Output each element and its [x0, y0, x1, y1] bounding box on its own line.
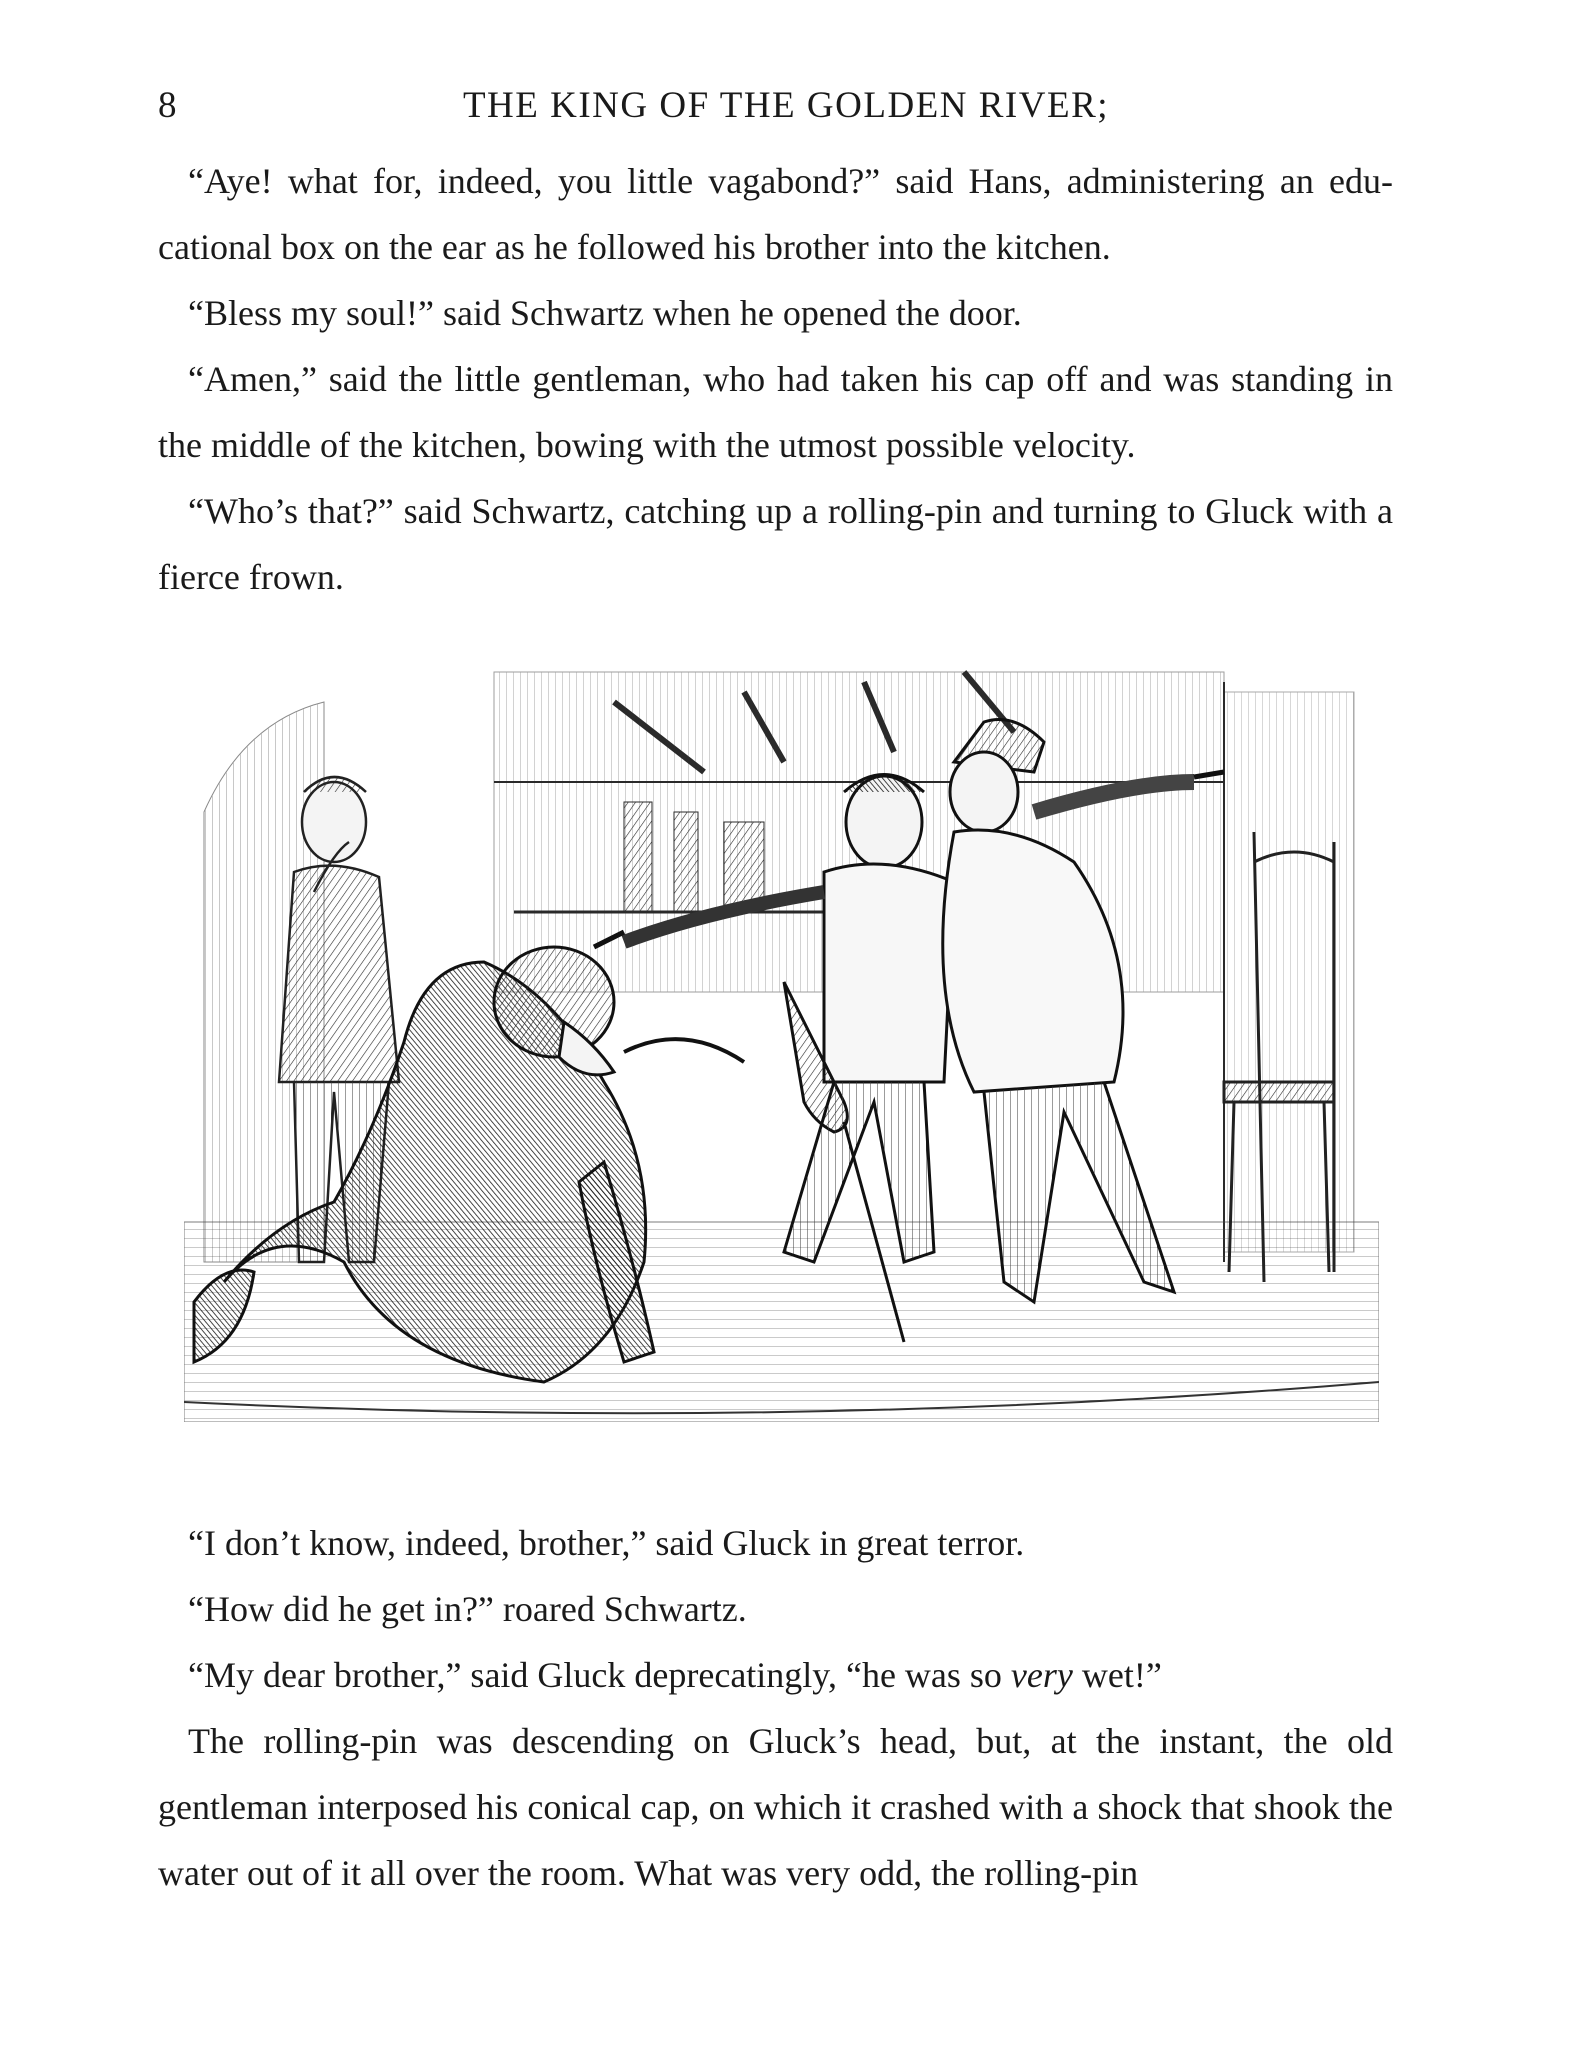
page-number: 8	[158, 85, 177, 126]
paragraph: “Who’s that?” said Schwartz, catching up a rolling-pin and turning to Gluck with a fierce frown.	[158, 491, 1393, 597]
paragraph: “Amen,” said the little gentleman, who had taken his cap off and was standing in the middle of the kitchen, bowing with the utmost possible velocity.	[158, 359, 1393, 465]
running-head: THE KING OF THE GOLDEN RIVER;	[462, 85, 1110, 126]
paragraph: “I don’t know, indeed, brother,” said Gluck in great terror.	[188, 1523, 1025, 1563]
text-block-bottom	[158, 1510, 1393, 1906]
engraving-illustration	[184, 662, 1379, 1422]
paragraph: “How did he get in?” roared Schwartz.	[188, 1589, 747, 1629]
paragraph: “Bless my soul!” said Schwartz when he opened the door.	[188, 293, 1022, 333]
text-block-top	[158, 148, 1393, 610]
paragraph-text: wet!”	[1072, 1655, 1162, 1695]
emphasized-word: very	[1010, 1655, 1073, 1695]
paragraph-text: “My dear brother,” said Gluck deprecatingly, “he was so	[188, 1655, 1011, 1695]
paragraph	[158, 1642, 1393, 1708]
paragraph: The rolling-pin was descending on Gluck’s head, but, at the instant, the old gentleman interposed his conical cap, on which it crashed with a shock that shook the water out of it all over the room. What was very odd, the rolling-pin	[158, 1721, 1393, 1893]
paragraph: “Aye! what for, indeed, you little vagabond?” said Hans, administering an edu-cational box on the ear as he followed his brother into the kitchen.	[158, 161, 1393, 267]
